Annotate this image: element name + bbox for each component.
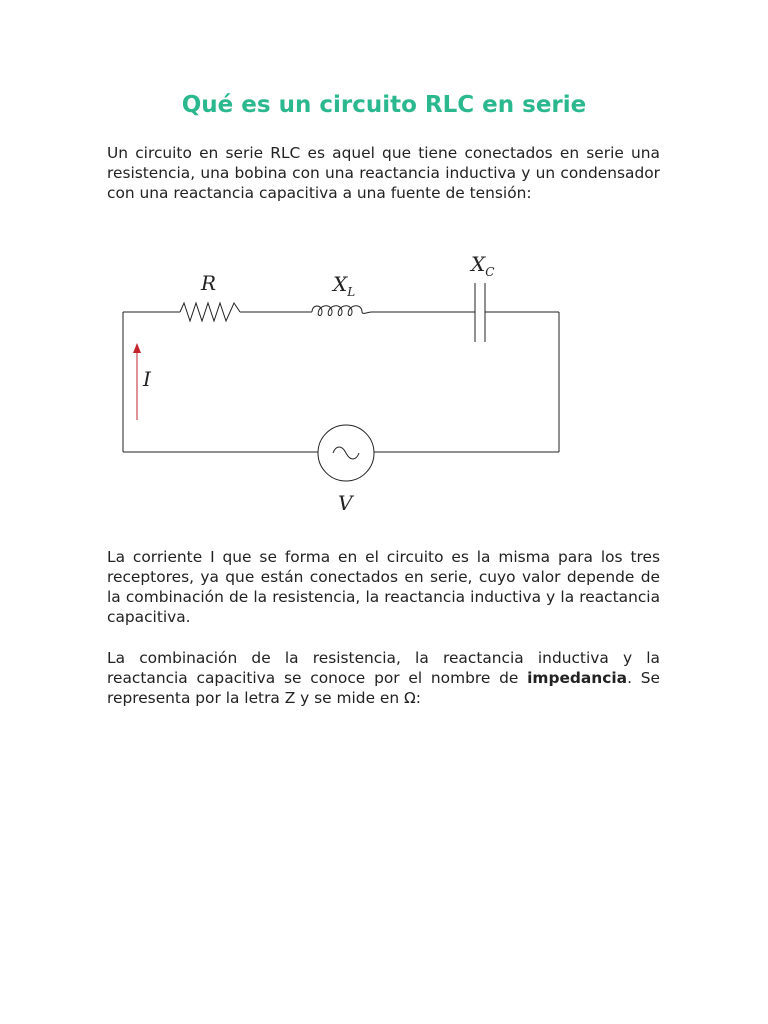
current-arrow-head-icon [133,343,141,353]
impedance-text-after: . Se representa por la letra Z y se mide en Ω: [107,669,660,707]
sine-wave-icon [333,447,359,459]
resistor-label: R [201,271,217,295]
source-label: V [338,491,353,515]
inductor-label: $X_L$ [333,272,356,299]
intro-paragraph: Un circuito en serie RLC es aquel que tiene conectados en serie una resistencia, una bobina con una reactancia inductiva y un condensador con una reactancia capacitiva a una fuente de tensión: [107,144,660,202]
capacitor-label: $X_C$ [471,252,495,279]
current-paragraph: La corriente I que se forma en el circuito es la misma para los tres receptores, ya que están conectados en serie, cuyo valor depende de la combinación de la resistencia, la reactancia inductiva y la reactancia capacitiva. [107,548,660,626]
impedance-paragraph [107,648,660,708]
inductor-symbol [312,306,372,316]
rlc-circuit-diagram [100,245,580,520]
current-label: I [143,367,151,391]
impedance-term: impedancia [527,669,628,687]
page-title: Qué es un circuito RLC en serie [181,92,587,118]
resistor-symbol [180,303,240,321]
impedance-text-before: La combinación de la resistencia, la reactancia inductiva y la reactancia capacitiva se conoce por el nombre de [107,649,660,687]
